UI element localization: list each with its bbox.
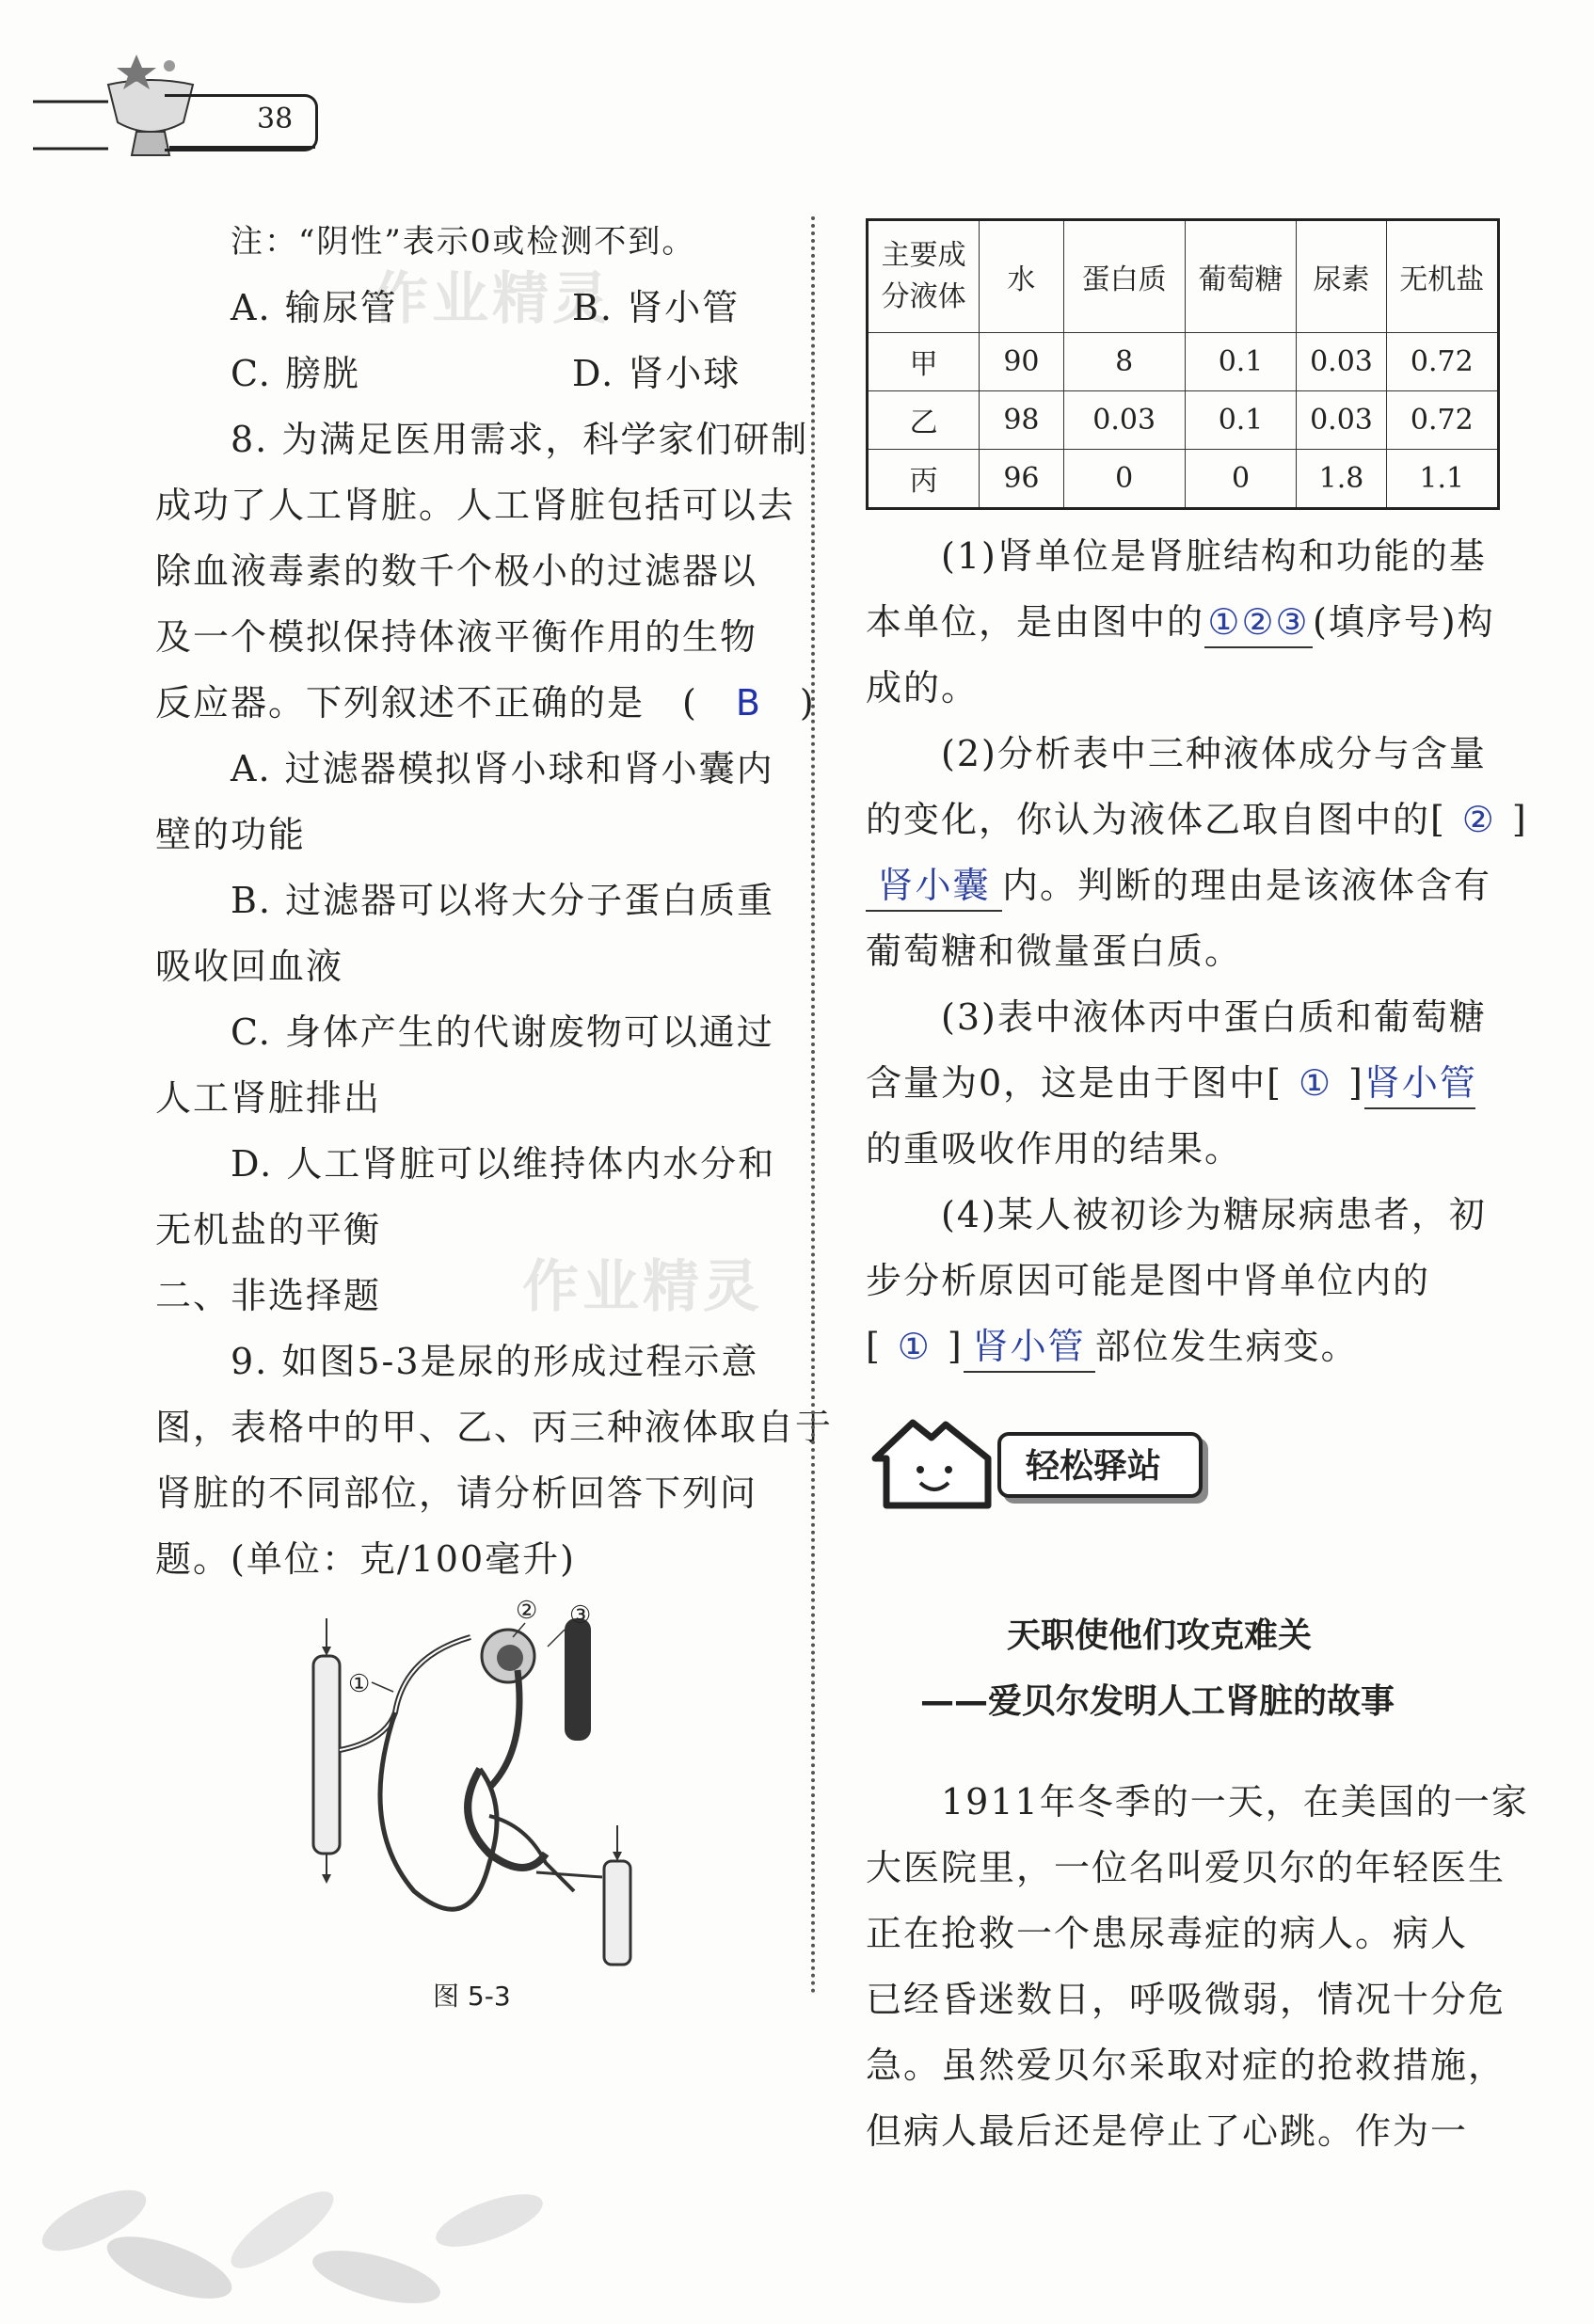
q8-option: 壁的功能 [155,814,307,855]
col-header: 无机盐 [1386,220,1498,333]
banner-label: 轻松驿站 [1026,1447,1162,1486]
p2-line: 肾小囊 内。判断的理由是该液体含有 [866,852,1491,918]
q8-option: C. 身体产生的代谢废物可以通过 [231,1011,774,1053]
q9-line: 图，表格中的甲、乙、丙三种液体取自于 [155,1407,834,1448]
answer-4b: 肾小管 [964,1322,1095,1373]
q8-option: B. 过滤器可以将大分子蛋白质重 [231,880,775,921]
p4-line: [ ① ] 肾小管 部位发生病变。 [866,1313,1359,1379]
header-corner: 主要成 [881,239,966,272]
note-text: 注：“阴性”表示0或检测不到。 [231,223,696,261]
q7-option-b: B. 肾小管 [572,287,741,328]
answer-4a: ① [897,1326,932,1367]
q8-option: A. 过滤器模拟肾小球和肾小囊内 [231,748,774,789]
story-line: 已经昏迷数日，呼吸微弱，情况十分危 [866,1979,1506,2020]
col-header: 蛋白质 [1063,220,1185,333]
column-divider [811,216,815,1995]
story-subtitle: ——爱贝尔发明人工肾脏的故事 [920,1682,1395,1721]
q8-line: 8. 为满足医用需求，科学家们研制 [231,419,809,460]
answer-3b: 肾小管 [1364,1059,1475,1109]
q8-option: 吸收回血液 [155,946,344,987]
page-number: 38 [257,103,294,135]
p4-line: 步分析原因可能是图中肾单位内的 [866,1260,1431,1301]
figure-caption: 图 5-3 [433,1981,511,2012]
table-row: 丙 96 0 0 1.8 1.1 [868,449,1499,508]
answer-2b: 肾小囊 [866,861,1002,912]
p1-line: (1)肾单位是肾脏结构和功能的基 [941,535,1487,577]
q8-option: 人工肾脏排出 [155,1077,382,1119]
p3-line: 含量为0，这是由于图中[ ① ]肾小管 [866,1050,1475,1116]
table-row: 乙 98 0.03 0.1 0.03 0.72 [868,390,1499,449]
q7-option-d: D. 肾小球 [572,353,741,394]
p1-line: 成的。 [866,667,980,708]
table-row: 甲 90 8 0.1 0.03 0.72 [868,333,1499,391]
figure-label-3: ③ [569,1601,592,1630]
q9-line: 题。(单位：克/100毫升) [155,1538,576,1580]
section-title: 二、非选择题 [155,1275,382,1316]
col-header: 葡萄糖 [1185,220,1297,333]
answer-3a: ① [1298,1062,1333,1104]
answer-2a: ② [1461,799,1496,840]
page-number-box [165,94,318,151]
p1-line: 本单位，是由图中的①②③(填序号)构 [866,589,1495,655]
p3-line: (3)表中液体丙中蛋白质和葡萄糖 [941,996,1487,1038]
house-smile-icon [866,1411,1007,1515]
banner [866,1411,1223,1515]
story-line: 大医院里，一位名叫爱贝尔的年轻医生 [866,1847,1506,1888]
q8-line: 及一个模拟保持体液平衡作用的生物 [155,616,758,658]
figure-label-1: ① [348,1670,371,1698]
p4-line: (4)某人被初诊为糖尿病患者，初 [941,1194,1487,1235]
figure-label-2: ② [516,1597,538,1625]
q7-option-c: C. 膀胱 [231,353,360,394]
q8-line: 成功了人工肾脏。人工肾脏包括可以去 [155,485,796,526]
col-header: 水 [980,220,1063,333]
p2-line: 的变化，你认为液体乙取自图中的[ ② ] [866,787,1528,852]
p3-line: 的重吸收作用的结果。 [866,1128,1243,1170]
story-line: 正在抢救一个患尿毒症的病人。病人 [866,1913,1469,1954]
p2-line: 葡萄糖和微量蛋白质。 [866,931,1243,972]
q9-line: 9. 如图5-3是尿的形成过程示意 [231,1341,759,1382]
story-line: 急。虽然爱贝尔采取对症的抢救措施， [866,2045,1506,2086]
watermark: 作业精灵 [522,1254,763,1320]
q8-option: 无机盐的平衡 [155,1209,382,1250]
q8-line: 除血液毒素的数千个极小的过滤器以 [155,550,758,592]
leaf-decoration [19,2164,602,2315]
nephron-figure [301,1581,649,1966]
q7-option-a: A. 输尿管 [231,287,398,328]
col-header: 尿素 [1297,220,1386,333]
answer-1: ①②③ [1204,597,1313,648]
q8-answer: B [735,682,762,724]
q9-line: 肾脏的不同部位，请分析回答下列问 [155,1472,758,1514]
composition-table [866,218,1500,510]
header-corner: 分液体 [881,280,966,313]
q8-line: 反应器。下列叙述不正确的是 ( B ) [155,682,816,724]
watermark: 作业精灵 [372,266,613,332]
story-line: 1911年冬季的一天，在美国的一家 [941,1781,1529,1823]
p2-line: (2)分析表中三种液体成分与含量 [941,733,1487,774]
story-title: 天职使他们攻克难关 [1007,1616,1313,1655]
q8-option: D. 人工肾脏可以维持体内水分和 [231,1143,776,1185]
story-line: 但病人最后还是停止了心跳。作为一 [866,2110,1469,2152]
